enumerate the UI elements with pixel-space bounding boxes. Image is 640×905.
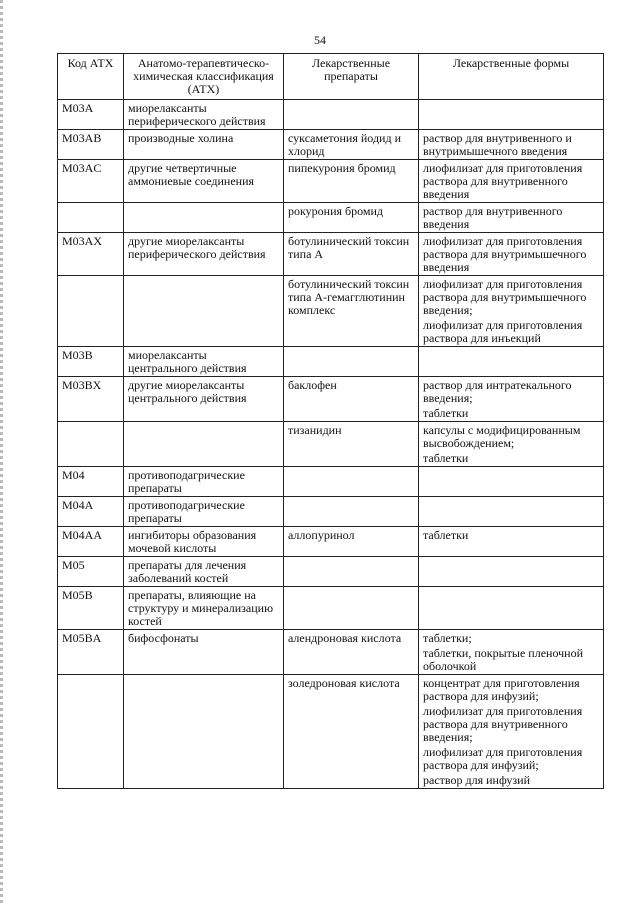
atc-table xyxy=(57,53,604,789)
classification-cell: другие четвертичные аммониевые соединения xyxy=(124,160,284,203)
drug-cell: ботулинический токсин типа А-гемагглютинин комплекс xyxy=(284,276,419,347)
drug-cell: тизанидин xyxy=(284,422,419,467)
dosage-forms-cell xyxy=(419,467,604,497)
page-number: 54 xyxy=(314,33,326,47)
classification-cell xyxy=(124,276,284,347)
classification-cell xyxy=(124,675,284,789)
classification-cell: ингибиторы образования мочевой кислоты xyxy=(124,527,284,557)
classification-cell xyxy=(124,203,284,233)
table-row xyxy=(58,130,604,160)
header-drugs: Лекарственные препараты xyxy=(284,54,419,100)
atc-code-cell: M03A xyxy=(58,100,124,130)
dosage-forms-cell xyxy=(419,203,604,233)
table-row xyxy=(58,422,604,467)
classification-cell: противоподагрические препараты xyxy=(124,497,284,527)
table-row xyxy=(58,557,604,587)
table-row xyxy=(58,587,604,630)
drug-cell: ботулинический токсин типа А xyxy=(284,233,419,276)
table-row xyxy=(58,347,604,377)
classification-cell: другие миорелаксанты центрального действия xyxy=(124,377,284,422)
atc-code-cell: M05BA xyxy=(58,630,124,675)
dosage-form: таблетки; xyxy=(423,631,472,645)
dosage-forms-cell xyxy=(419,377,604,422)
dosage-form: раствор для интратекального введения; xyxy=(423,378,572,405)
dosage-form: таблетки xyxy=(423,406,469,420)
classification-cell: миорелаксанты центрального действия xyxy=(124,347,284,377)
drug-cell: баклофен xyxy=(284,377,419,422)
dosage-forms-cell xyxy=(419,675,604,789)
dosage-form: таблетки xyxy=(423,451,469,465)
table-row xyxy=(58,527,604,557)
table-row xyxy=(58,497,604,527)
dosage-forms-cell xyxy=(419,587,604,630)
drug-cell: суксаметония йодид и хлорид xyxy=(284,130,419,160)
atc-code-cell: M03BX xyxy=(58,377,124,422)
table-row xyxy=(58,100,604,130)
classification-cell: другие миорелаксанты периферического действия xyxy=(124,233,284,276)
table-row xyxy=(58,160,604,203)
table-row xyxy=(58,276,604,347)
dosage-form: капсулы с модифицированным высвобождением; xyxy=(423,423,581,450)
atc-code-cell: M04 xyxy=(58,467,124,497)
dosage-forms-cell xyxy=(419,497,604,527)
drug-cell: алендроновая кислота xyxy=(284,630,419,675)
table-body xyxy=(58,100,604,789)
dosage-form: лиофилизат для приготовления раствора для внутривенного введения xyxy=(423,161,583,201)
classification-cell: препараты для лечения заболеваний костей xyxy=(124,557,284,587)
table-row xyxy=(58,233,604,276)
classification-cell: бифосфонаты xyxy=(124,630,284,675)
atc-code-cell: M05B xyxy=(58,587,124,630)
drug-cell xyxy=(284,347,419,377)
drug-cell xyxy=(284,467,419,497)
header-forms: Лекарственные формы xyxy=(419,54,604,100)
dosage-forms-cell xyxy=(419,527,604,557)
dosage-forms-cell xyxy=(419,160,604,203)
drug-cell: пипекурония бромид xyxy=(284,160,419,203)
drug-cell xyxy=(284,587,419,630)
table-row xyxy=(58,377,604,422)
classification-cell xyxy=(124,422,284,467)
atc-code-cell: M04AA xyxy=(58,527,124,557)
dosage-forms-cell xyxy=(419,100,604,130)
drug-cell: золедроновая кислота xyxy=(284,675,419,789)
dosage-forms-cell xyxy=(419,233,604,276)
dosage-forms-cell xyxy=(419,347,604,377)
dosage-form: лиофилизат для приготовления раствора для инфузий; xyxy=(423,745,583,772)
dosage-form: лиофилизат для приготовления раствора для внутримышечного введения; xyxy=(423,277,587,317)
dosage-forms-cell xyxy=(419,630,604,675)
header-code: Код АТХ xyxy=(58,54,124,100)
drug-cell xyxy=(284,557,419,587)
atc-code-cell xyxy=(58,422,124,467)
drug-cell xyxy=(284,497,419,527)
dosage-form: лиофилизат для приготовления раствора для внутримышечного введения xyxy=(423,234,587,274)
scan-edge xyxy=(0,0,3,905)
atc-code-cell xyxy=(58,276,124,347)
dosage-form: раствор для инфузий xyxy=(423,773,530,787)
atc-code-cell: M04A xyxy=(58,497,124,527)
dosage-forms-cell xyxy=(419,557,604,587)
classification-cell: производные холина xyxy=(124,130,284,160)
dosage-forms-cell xyxy=(419,276,604,347)
table-row xyxy=(58,675,604,789)
table-header-row xyxy=(58,54,604,100)
dosage-form: раствор для внутривенного введения xyxy=(423,204,563,231)
atc-code-cell xyxy=(58,675,124,789)
table-row xyxy=(58,630,604,675)
atc-code-cell: M05 xyxy=(58,557,124,587)
table-row xyxy=(58,467,604,497)
drug-cell xyxy=(284,100,419,130)
dosage-forms-cell xyxy=(419,130,604,160)
atc-code-cell xyxy=(58,203,124,233)
classification-cell: препараты, влияющие на структуру и минерализацию костей xyxy=(124,587,284,630)
dosage-form: концентрат для приготовления раствора для инфузий; xyxy=(423,676,580,703)
dosage-form: таблетки xyxy=(423,528,469,542)
drug-cell: рокурония бромид xyxy=(284,203,419,233)
classification-cell: противоподагрические препараты xyxy=(124,467,284,497)
dosage-form: лиофилизат для приготовления раствора для внутривенного введения; xyxy=(423,704,583,744)
dosage-form: лиофилизат для приготовления раствора для инъекций xyxy=(423,318,583,345)
classification-cell: миорелаксанты периферического действия xyxy=(124,100,284,130)
drug-cell: аллопуринол xyxy=(284,527,419,557)
atc-code-cell: M03AB xyxy=(58,130,124,160)
atc-code-cell: M03AX xyxy=(58,233,124,276)
atc-code-cell: M03AC xyxy=(58,160,124,203)
header-classification: Анатомо-терапевтическо-химическая классификация (АТХ) xyxy=(124,54,284,100)
table-row xyxy=(58,203,604,233)
dosage-forms-cell xyxy=(419,422,604,467)
atc-code-cell: M03B xyxy=(58,347,124,377)
dosage-form: таблетки, покрытые пленочной оболочкой xyxy=(423,646,584,673)
dosage-form: раствор для внутривенного и внутримышечного введения xyxy=(423,131,572,158)
